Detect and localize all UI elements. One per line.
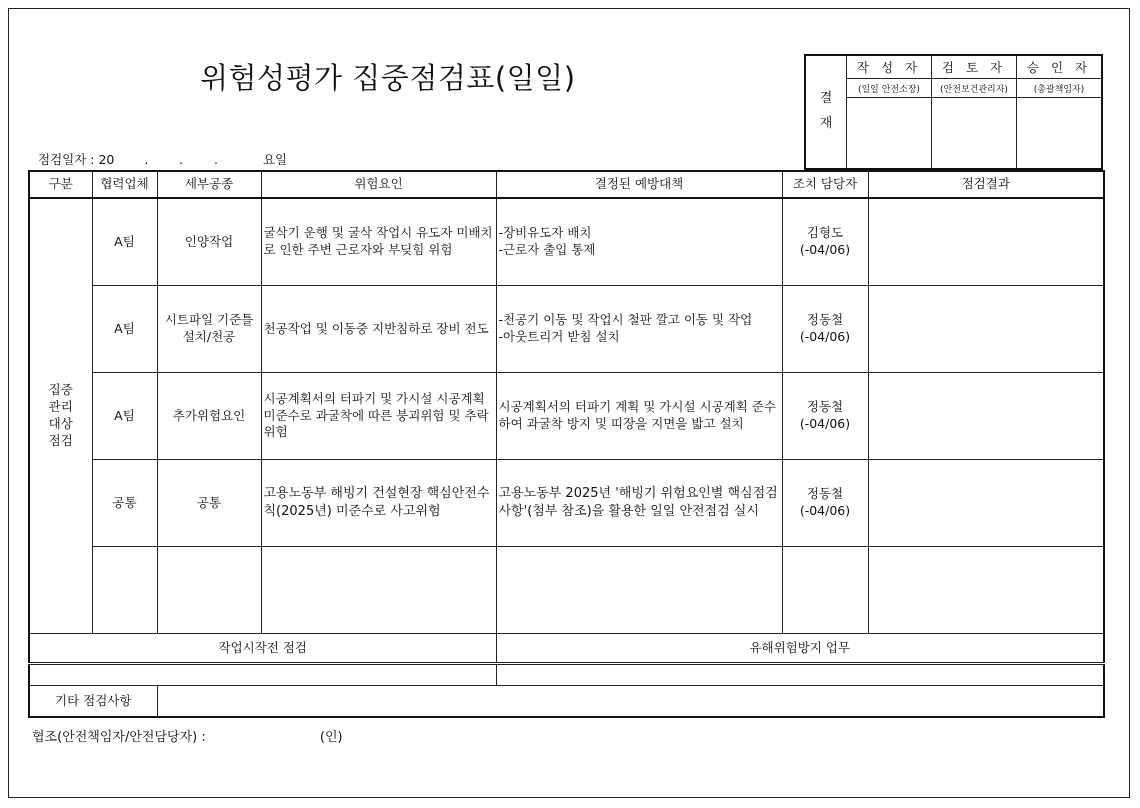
table-row <box>29 198 1104 286</box>
approval-reviewer-sub: (안전보건관리자) <box>932 79 1017 98</box>
result-cell[interactable] <box>868 547 1104 634</box>
work-cell: 시트파일 기준틀 설치/천공 <box>157 286 261 373</box>
company-cell: A팀 <box>92 373 157 460</box>
approval-reviewer-sign[interactable] <box>932 98 1017 170</box>
work-cell: 공통 <box>157 460 261 547</box>
other-label: 기타 점검사항 <box>29 686 157 718</box>
section-content-row <box>29 664 1104 686</box>
date-label: 점검일자 : 20 <box>38 152 115 167</box>
other-row <box>29 686 1104 718</box>
approval-approver: 승 인 자 <box>1017 55 1103 79</box>
result-cell[interactable] <box>868 460 1104 547</box>
header-work: 세부공종 <box>157 171 261 198</box>
header-company: 협력업체 <box>92 171 157 198</box>
pre-work-label: 작업시작전 점검 <box>29 634 496 664</box>
measure-cell: 시공계획서의 터파기 계획 및 가시설 시공계획 준수하여 과굴착 방지 및 띠장을 지면을 밟고 설치 <box>496 373 782 460</box>
result-cell[interactable] <box>868 198 1104 286</box>
person-cell: 정동철 (-04/06) <box>782 373 868 460</box>
header-hazard: 위험요인 <box>261 171 496 198</box>
result-cell[interactable] <box>868 373 1104 460</box>
company-cell: A팀 <box>92 198 157 286</box>
table-row <box>29 547 1104 634</box>
work-cell: 인양작업 <box>157 198 261 286</box>
hazard-cell: 고용노동부 해빙기 건설현장 핵심안전수칙(2025년) 미준수로 사고위험 <box>261 460 496 547</box>
other-content[interactable] <box>157 686 1104 718</box>
header-result: 점검결과 <box>868 171 1104 198</box>
inspection-table <box>28 170 1105 718</box>
hazard-prevention-label: 유해위험방지 업무 <box>496 634 1104 664</box>
category-cell: 집중 관리 대상 점검 <box>29 198 92 634</box>
approval-label: 결 재 <box>805 55 847 169</box>
cooperation-line <box>32 726 343 745</box>
header-person: 조치 담당자 <box>782 171 868 198</box>
pre-work-content[interactable] <box>29 664 496 686</box>
work-cell: 추가위험요인 <box>157 373 261 460</box>
measure-cell: -천공기 이동 및 작업시 철판 깔고 이동 및 작업 -아웃트리거 받침 설치 <box>496 286 782 373</box>
cooperation-label: 협조(안전책임자/안전담당자) : <box>32 730 206 745</box>
approval-writer-sign[interactable] <box>847 98 932 170</box>
hazard-prevention-content[interactable] <box>496 664 1104 686</box>
person-cell[interactable] <box>782 547 868 634</box>
company-cell: 공통 <box>92 460 157 547</box>
date-dots: . . . <box>144 152 219 167</box>
section-header-row <box>29 634 1104 664</box>
approval-reviewer: 검 토 자 <box>932 55 1017 79</box>
date-weekday: 요일 <box>262 152 288 167</box>
table-row <box>29 373 1104 460</box>
header-category: 구분 <box>29 171 92 198</box>
seal-mark: (인) <box>319 730 343 745</box>
table-row <box>29 460 1104 547</box>
person-cell: 정동철 (-04/06) <box>782 460 868 547</box>
hazard-cell: 시공계획서의 터파기 및 가시설 시공계획 미준수로 과굴착에 따른 붕괴위험 및 추락위험 <box>261 373 496 460</box>
approval-approver-sign[interactable] <box>1017 98 1103 170</box>
work-cell[interactable] <box>157 547 261 634</box>
person-cell: 김형도 (-04/06) <box>782 198 868 286</box>
hazard-cell: 천공작업 및 이동중 지반침하로 장비 전도 <box>261 286 496 373</box>
inspection-date <box>38 150 287 168</box>
measure-cell: 고용노동부 2025년 '해빙기 위험요인별 핵심점검사항'(첨부 참조)을 활용한 일일 안전점검 실시 <box>496 460 782 547</box>
hazard-cell: 굴삭기 운행 및 굴삭 작업시 유도자 미배치로 인한 주변 근로자와 부딪힘 위험 <box>261 198 496 286</box>
measure-cell[interactable] <box>496 547 782 634</box>
hazard-cell[interactable] <box>261 547 496 634</box>
header-measure: 결정된 예방대책 <box>496 171 782 198</box>
page-title: 위험성평가 집중점검표(일일) <box>200 61 576 95</box>
approval-approver-sub: (총괄책임자) <box>1017 79 1103 98</box>
approval-box <box>804 54 1103 170</box>
approval-writer-sub: (일일 안전소장) <box>847 79 932 98</box>
result-cell[interactable] <box>868 286 1104 373</box>
person-cell: 정동철 (-04/06) <box>782 286 868 373</box>
company-cell[interactable] <box>92 547 157 634</box>
approval-writer: 작 성 자 <box>847 55 932 79</box>
measure-cell: -장비유도자 배치 -근로자 출입 통제 <box>496 198 782 286</box>
table-row <box>29 286 1104 373</box>
company-cell: A팀 <box>92 286 157 373</box>
